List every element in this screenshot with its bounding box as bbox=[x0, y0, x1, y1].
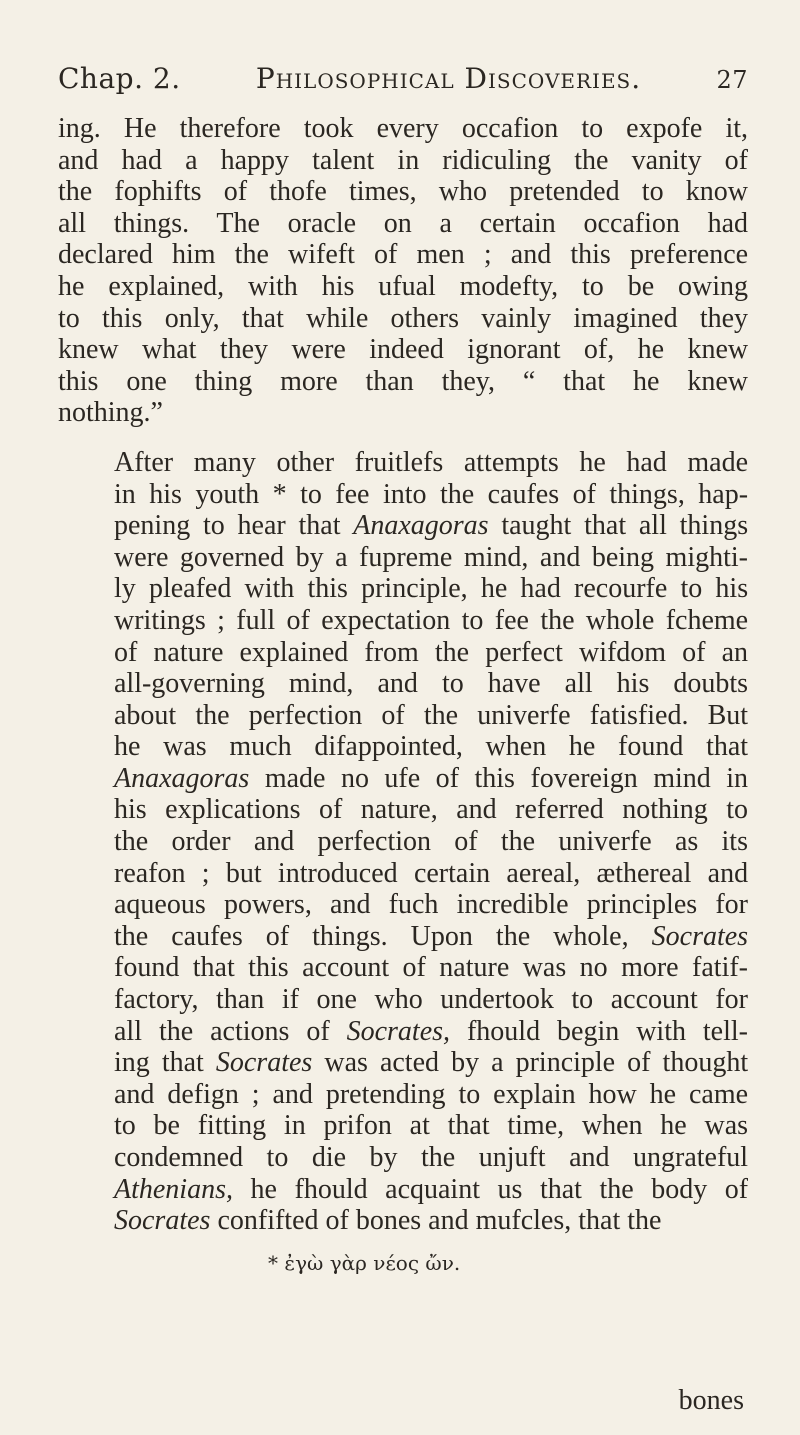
text-line: knew what they were indeed ignorant of, he knew bbox=[58, 334, 748, 366]
text-line: all-governing mind, and to have all his doubts bbox=[114, 668, 748, 700]
paragraph-1 bbox=[58, 113, 748, 429]
text-line: Athenians, he fhould acquaint us that the body of bbox=[114, 1173, 748, 1205]
page-number: 27 bbox=[716, 66, 748, 94]
footnote: * ἐγὼ γὰρ νέος ὤν. bbox=[268, 1250, 461, 1275]
paragraph-2 bbox=[58, 447, 748, 1237]
text-line: reafon ; but introduced certain aereal, æthereal and bbox=[114, 857, 748, 889]
text-line: writings ; full of expectation to fee the whole fcheme bbox=[114, 604, 748, 636]
text-line: of nature explained from the perfect wifdom of an bbox=[114, 636, 748, 668]
text-line: ing that Socrates was acted by a principle of thought bbox=[114, 1047, 748, 1079]
text-line: the fophifts of thofe times, who pretended to know bbox=[58, 176, 748, 208]
running-title: Philosophical Discoveries. bbox=[255, 62, 642, 95]
text-line: in his youth * to fee into the caufes of things, hap- bbox=[114, 478, 748, 510]
text-line: he was much difappointed, when he found that bbox=[114, 731, 748, 763]
text-line: to this only, that while others vainly imagined they bbox=[58, 302, 748, 334]
text-line: nothing.” bbox=[58, 397, 163, 429]
text-line: declared him the wifeft of men ; and this preference bbox=[58, 239, 748, 271]
text-line: all things. The oracle on a certain occafion had bbox=[58, 207, 748, 239]
text-line: Socrates confifted of bones and mufcles, that the bbox=[114, 1205, 662, 1237]
text-line: he explained, with his ufual modefty, to be owing bbox=[58, 270, 748, 302]
text-line: aqueous powers, and fuch incredible principles for bbox=[114, 889, 748, 921]
text-line: were governed by a fupreme mind, and being mighti- bbox=[114, 541, 748, 573]
running-header bbox=[58, 62, 748, 95]
text-line: condemned to die by the unjuft and ungrateful bbox=[114, 1142, 748, 1173]
text-line: ly pleafed with this principle, he had recourfe to his bbox=[114, 573, 748, 605]
catchword: bones bbox=[678, 1385, 744, 1416]
text-line: Anaxagoras made no ufe of this fovereign mind in bbox=[114, 762, 748, 794]
text-line: and defign ; and pretending to explain how he came bbox=[114, 1078, 748, 1110]
text-line: factory, than if one who undertook to account for bbox=[114, 984, 748, 1016]
text-line: all the actions of Socrates, fhould begin with tell- bbox=[114, 1015, 748, 1047]
text-line: and had a happy talent in ridiculing the vanity of bbox=[58, 144, 748, 176]
chapter-label: Chap. 2. bbox=[58, 62, 181, 95]
text-line: After many other fruitlefs attempts he had made bbox=[114, 446, 748, 478]
text-line: the caufes of things. Upon the whole, Socrates bbox=[114, 920, 748, 952]
text-line: his explications of nature, and referred nothing to bbox=[114, 794, 748, 826]
text-line: found that this account of nature was no more fatif- bbox=[114, 952, 748, 984]
text-line: to be fitting in prifon at that time, when he was bbox=[114, 1110, 748, 1142]
text-line: ing. He therefore took every occafion to expofe it, bbox=[58, 113, 748, 144]
text-line: pening to hear that Anaxagoras taught that all things bbox=[114, 510, 748, 542]
text-line: the order and perfection of the univerfe as its bbox=[114, 826, 748, 858]
text-line: this one thing more than they, “ that he knew bbox=[58, 365, 748, 397]
text-line: about the perfection of the univerfe fatisfied. But bbox=[114, 699, 748, 731]
